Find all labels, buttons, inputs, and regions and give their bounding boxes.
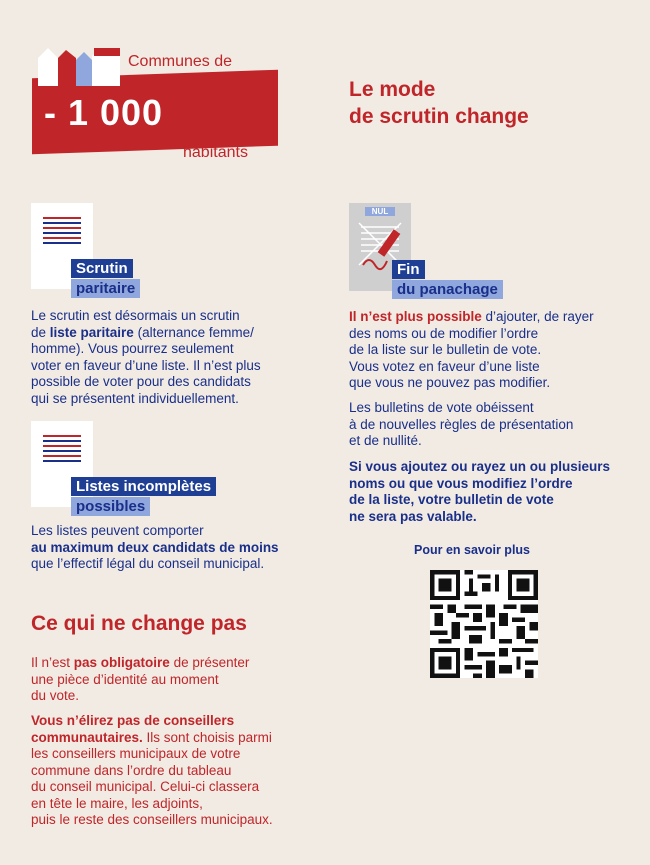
tag-line-2: possibles: [71, 497, 150, 516]
tag-line-2: paritaire: [71, 279, 140, 298]
identity-text: Il n’est pas obligatoire de présenter une pièce d’identité au moment du vote.: [31, 655, 250, 703]
tag-line-1: Listes incomplètes: [71, 477, 216, 496]
panachage-tag: [392, 260, 503, 299]
population-threshold: - 1 000: [44, 92, 164, 133]
nul-label: NUL: [365, 207, 395, 216]
qr-title: Pour en savoir plus: [414, 543, 531, 557]
tag-line-2: du panachage: [392, 280, 503, 299]
tag-line-1: Fin: [392, 260, 425, 279]
houses-icon: [36, 46, 120, 86]
panachage-text: Il n’est plus possible d’ajouter, de rayer des noms ou de modifier l’ordre de la liste sur le bulletin de vote. Vous votez en faveur d’une liste que vous ne pouvez pas modifier.: [349, 309, 594, 390]
listes-tag: [71, 477, 216, 516]
conseillers-text: Vous n’élirez pas de conseillers communautaires. Ils sont choisis parmi les conseillers municipaux de votre commune dans l’ordre du tableau du conseil municipal. Celui-ci classera en tête le maire, les adjoints, puis le reste des conseillers municipaux.: [31, 713, 273, 827]
page-title: [349, 76, 529, 130]
scrutin-tag: [71, 259, 140, 298]
listes-text: Les listes peuvent comporter au maximum deux candidats de moins que l’effectif légal du conseil municipal.: [31, 523, 279, 571]
habitants-label: habitants: [183, 144, 248, 161]
warning-text: Si vous ajoutez ou rayez un ou plusieurs noms ou que vous modifiez l’ordre de la liste, votre bulletin de vote ne sera pas valable.: [349, 459, 611, 524]
tag-line-1: Scrutin: [71, 259, 133, 278]
section-title: Ce qui ne change pas: [31, 612, 247, 635]
communes-label: Communes de: [128, 53, 233, 70]
title-line-1: Le mode: [349, 78, 436, 101]
scrutin-text: Le scrutin est désormais un scrutin de liste paritaire (alternance femme/ homme). Vous pourrez seulement voter en faveur d’une liste. Il n’est plus possible de voter pour des candidats qui se présentent individuellement.: [31, 308, 261, 406]
bulletins-text: Les bulletins de vote obéissent à de nouvelles règles de présentation et de nullité.: [349, 400, 574, 448]
title-line-2: de scrutin change: [349, 105, 529, 128]
qr-code-icon[interactable]: [430, 570, 538, 678]
